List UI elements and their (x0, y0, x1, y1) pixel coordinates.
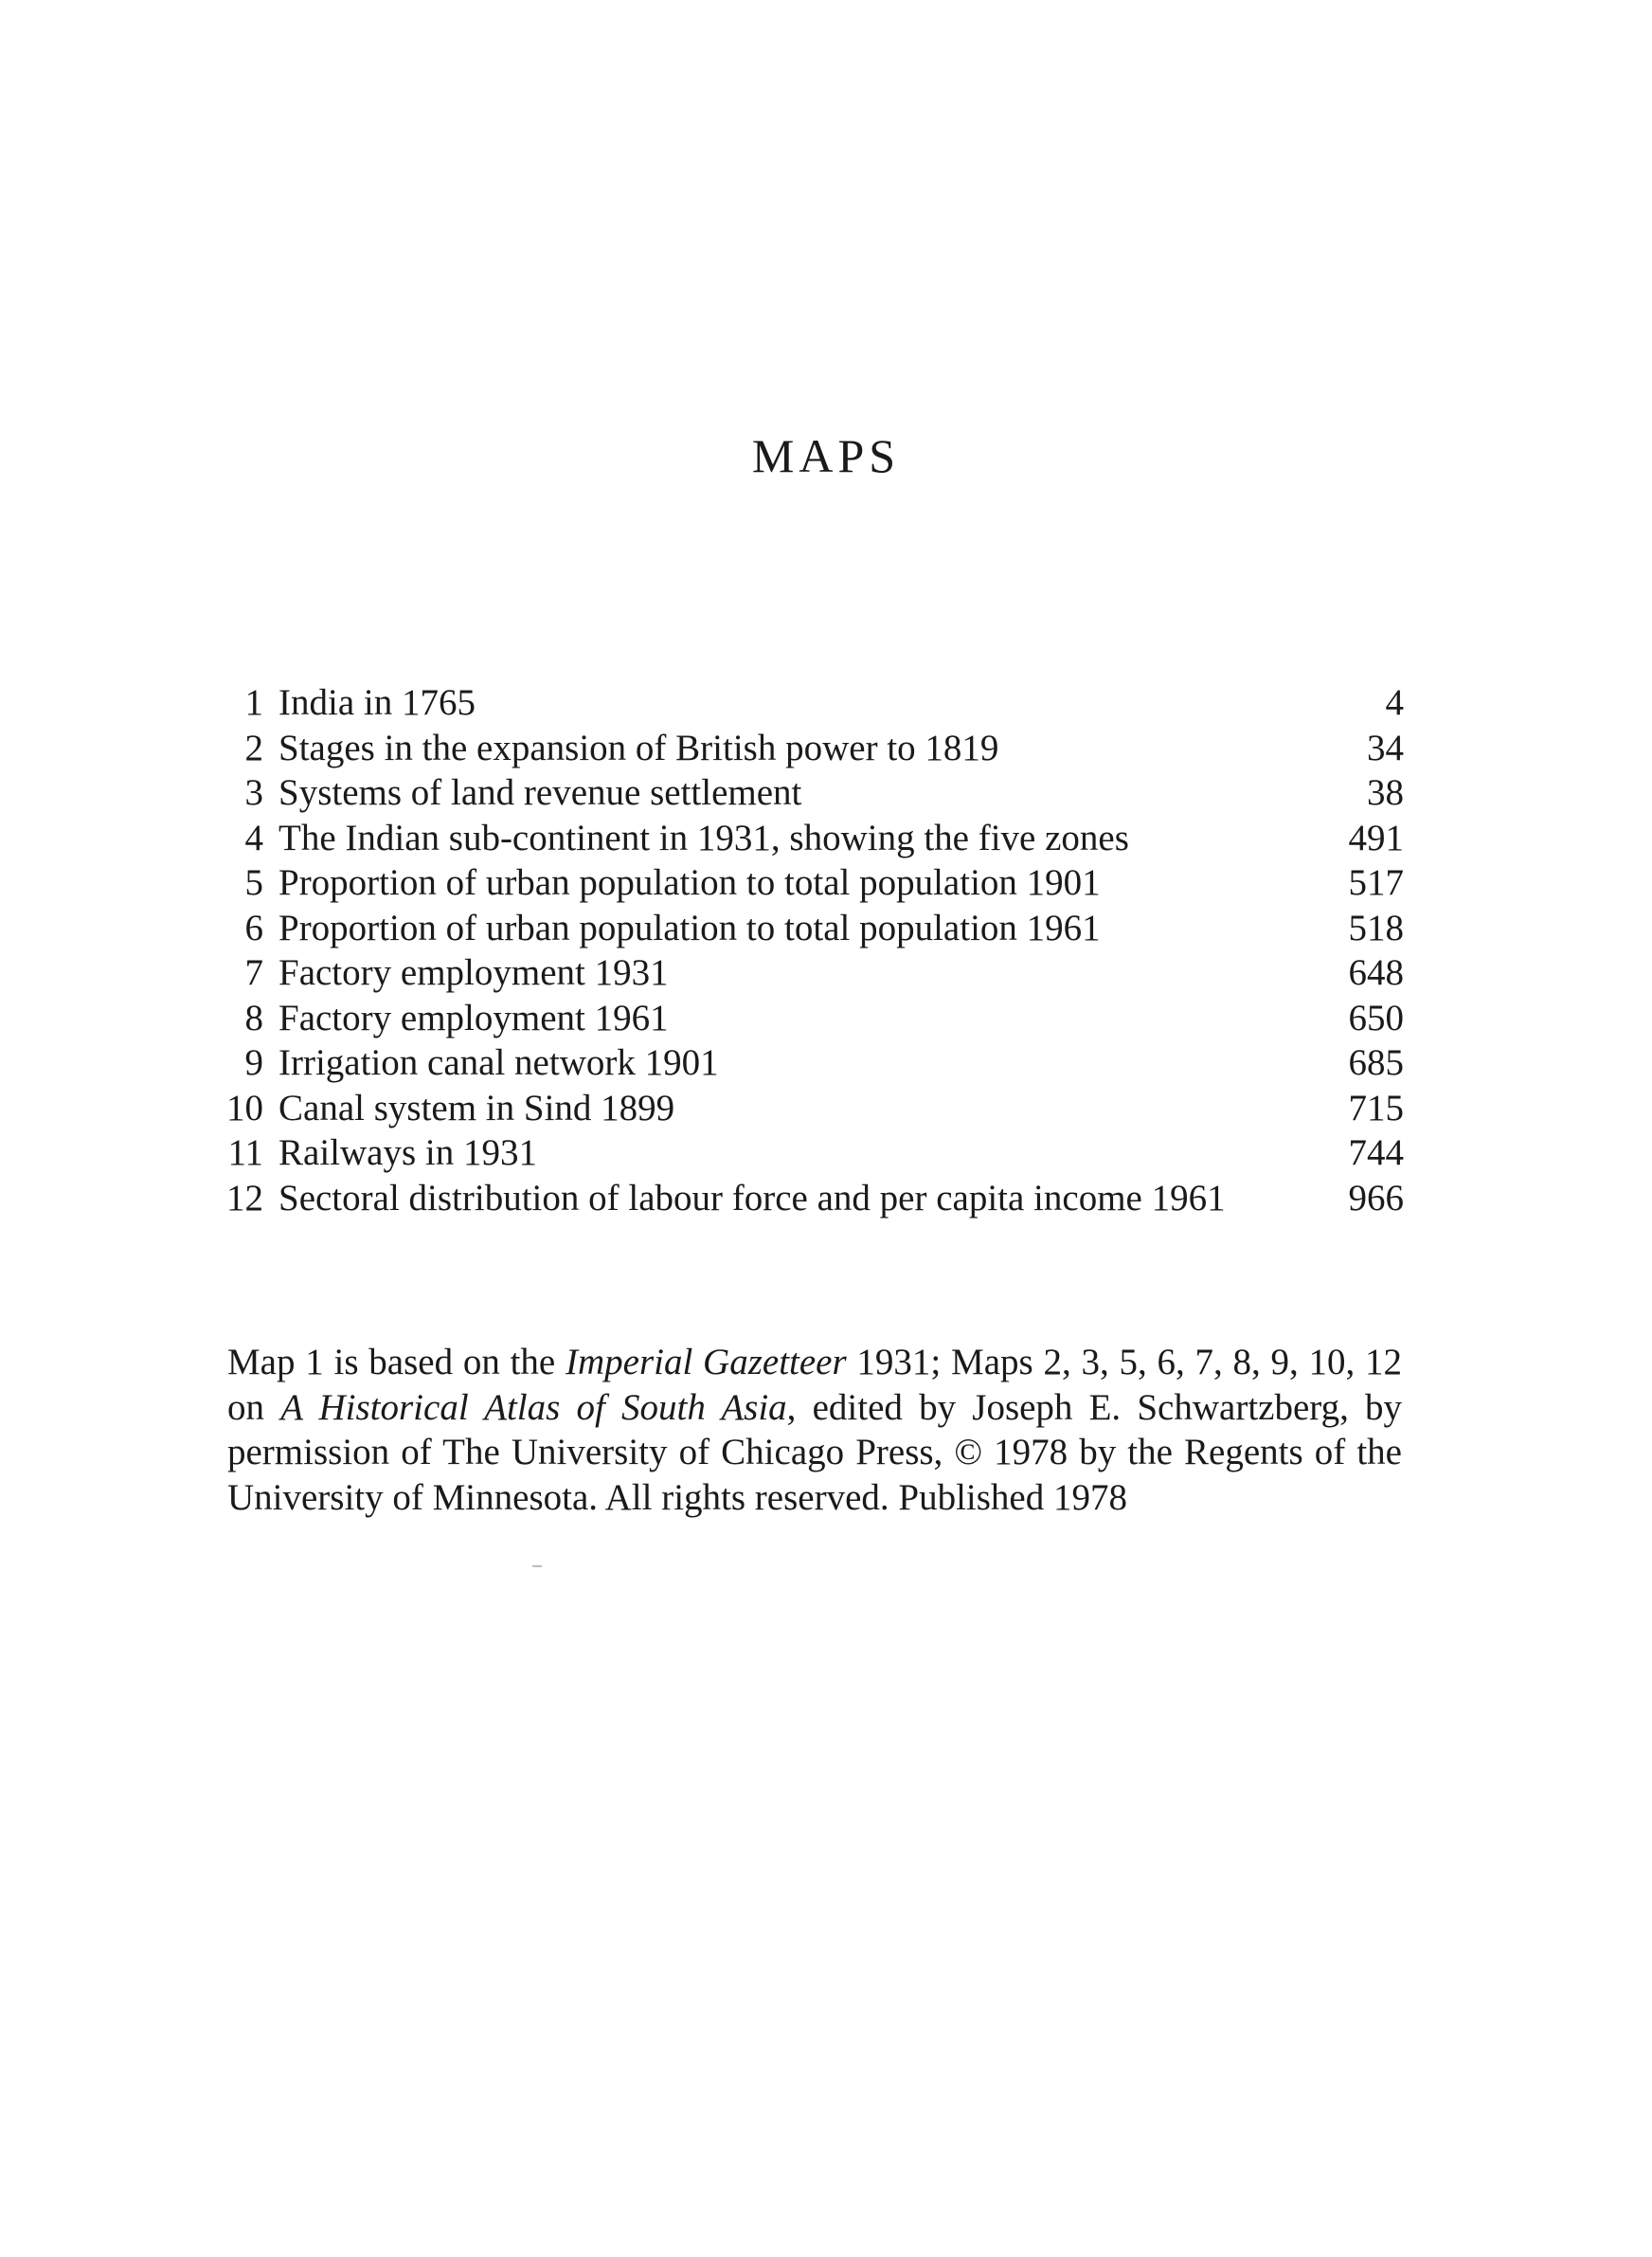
map-title: Sectoral distribution of labour force and per capita income 1961 (278, 1177, 1226, 1219)
map-page-number: 518 (1348, 907, 1404, 948)
map-title: The Indian sub-continent in 1931, showing the five zones (278, 817, 1129, 858)
map-entry (220, 680, 1404, 726)
map-number: 9 (244, 1042, 263, 1083)
credits-atlas-title: A Historical Atlas of South Asia (280, 1386, 787, 1428)
map-title: India in 1765 (278, 682, 476, 723)
map-entry (220, 770, 1404, 816)
map-page-number: 744 (1348, 1132, 1404, 1173)
page-title: MAPS (751, 428, 901, 482)
map-entry (220, 860, 1404, 906)
map-page-number: 715 (1348, 1087, 1404, 1128)
map-entry (220, 906, 1404, 951)
map-entry (220, 1130, 1404, 1176)
map-entry (220, 996, 1404, 1041)
credits-source-title: Imperial Gazetteer (565, 1342, 847, 1382)
map-page-number: 650 (1348, 997, 1404, 1038)
map-title: Proportion of urban population to total population 1961 (278, 907, 1101, 948)
map-title: Factory employment 1961 (278, 997, 669, 1038)
map-page-number: 685 (1348, 1042, 1404, 1083)
credits-text: Map 1 is based on the (227, 1342, 566, 1382)
map-entry (220, 1086, 1404, 1131)
map-page-number: 517 (1348, 862, 1404, 903)
map-number: 6 (244, 907, 263, 948)
credits-text: 1931; Maps 2, 3, 5, 6, 7, 8, 9, 10, 12 on (227, 1342, 1402, 1428)
map-page-number: 4 (1385, 682, 1404, 723)
map-page-number: 38 (1367, 772, 1404, 813)
map-page-number: 648 (1348, 952, 1404, 993)
map-number: 4 (244, 817, 263, 858)
map-number: 5 (244, 862, 263, 903)
map-entry (220, 950, 1404, 996)
map-number: 8 (244, 997, 263, 1038)
map-entry (220, 816, 1404, 861)
map-number: 1 (244, 682, 263, 723)
map-title: Railways in 1931 (278, 1132, 537, 1173)
map-entry (220, 1040, 1404, 1086)
map-page-number: 491 (1348, 817, 1404, 858)
map-entry (220, 1176, 1404, 1221)
map-number: 11 (227, 1132, 263, 1173)
map-page-number: 966 (1348, 1177, 1404, 1219)
map-entry (220, 726, 1404, 771)
map-title: Irrigation canal network 1901 (278, 1042, 719, 1083)
credits-text: , edited by Joseph E. Schwartzberg, by permission of The University of Chicago Press, © 1978 by the Regents of the University of Minnesota. All rights reserved. Published 1978 (227, 1386, 1403, 1518)
map-number: 12 (226, 1177, 263, 1219)
map-number: 2 (244, 727, 263, 768)
credits-paragraph (227, 1340, 1402, 1520)
map-number: 7 (244, 952, 263, 993)
map-title: Canal system in Sind 1899 (278, 1087, 675, 1128)
map-page-number: 34 (1367, 727, 1404, 768)
map-title: Factory employment 1931 (278, 952, 669, 993)
stray-mark (532, 1565, 542, 1567)
map-title: Systems of land revenue settlement (278, 772, 802, 813)
map-number: 10 (226, 1087, 263, 1128)
maps-list (220, 680, 1404, 1220)
map-title: Proportion of urban population to total population 1901 (278, 862, 1101, 903)
map-number: 3 (244, 772, 263, 813)
map-title: Stages in the expansion of British power to 1819 (278, 727, 999, 768)
